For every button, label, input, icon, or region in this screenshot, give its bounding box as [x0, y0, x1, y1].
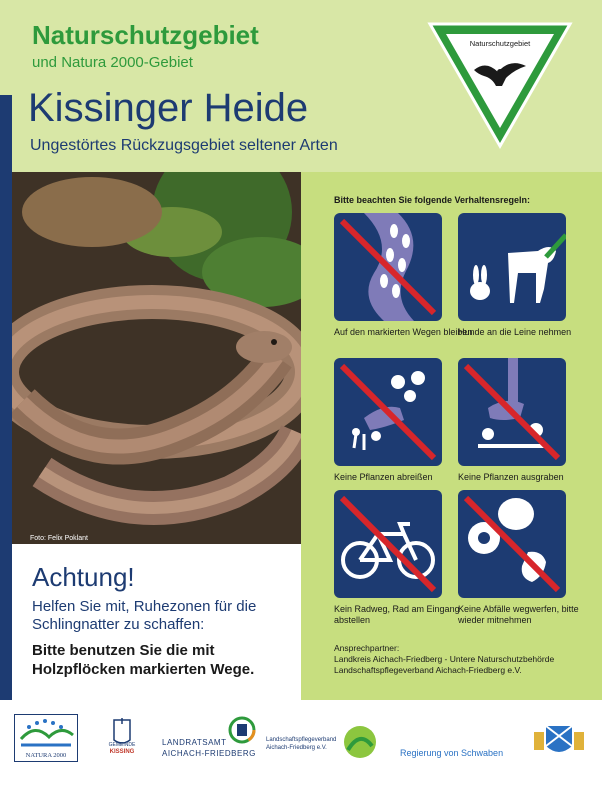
litter-icon: [458, 490, 566, 598]
warning-body: Helfen Sie mit, Ruhezonen für die Schlingnatter zu schaffen:: [32, 598, 257, 633]
natura-subheading: und Natura 2000-Gebiet: [32, 54, 193, 71]
rule-caption-dogs: Hunde an die Leine nehmen: [458, 327, 572, 337]
natura-2000-logo: [14, 714, 78, 762]
natura-logo-text: NATURA 2000: [25, 752, 67, 759]
left-blue-strip: [0, 95, 12, 700]
landratsamt-region: AICHACH-FRIEDBERG: [162, 749, 256, 758]
sign-label: Naturschutzgebiet: [469, 39, 531, 48]
lpv-region: Aichach-Friedberg e.V.: [266, 745, 327, 751]
lpv-emblem: [340, 722, 380, 762]
page-title: Kissinger Heide: [28, 86, 309, 130]
dog-leash-icon: [458, 213, 566, 321]
landratsamt-label: LANDRATSAMT: [162, 738, 227, 747]
warning-emphasis: Bitte benutzen Sie die mit Holzpflöcken markierten Wege.: [32, 642, 255, 678]
contact-label: Ansprechpartner:: [334, 643, 400, 653]
contact-line-2: Landschaftspflegeverband Aichach-Friedberg e.V.: [334, 665, 522, 675]
rule-caption-bicycle: Kein Radweg, Rad am Eingang abstellen: [334, 604, 460, 625]
photo-credit: Foto: Felix Poklant: [30, 535, 88, 542]
footprints-path-icon: [334, 213, 442, 321]
snake-photo: [12, 172, 301, 544]
nature-reserve-sign: [426, 20, 574, 150]
bavarian-coat-of-arms: [532, 724, 586, 758]
contact-line-1: Landkreis Aichach-Friedberg - Untere Naturschutzbehörde: [334, 654, 555, 664]
rule-caption-paths: Auf den markierten Wegen bleiben: [334, 327, 473, 337]
rule-caption-digging: Keine Pflanzen ausgraben: [458, 472, 564, 482]
kissing-label: KISSING: [109, 749, 135, 755]
warning-title: Achtung!: [32, 562, 135, 592]
gemeinde-label: GEMEINDE: [108, 742, 136, 748]
bicycle-icon: [334, 490, 442, 598]
category-heading: Naturschutzgebiet: [32, 20, 259, 50]
picking-flowers-icon: [334, 358, 442, 466]
lpv-label: Landschaftspflegeverband: [266, 737, 337, 743]
rule-caption-picking: Keine Pflanzen abreißen: [334, 472, 433, 482]
landratsamt-emblem: [228, 716, 256, 744]
kissing-coat-of-arms: [104, 716, 140, 762]
rule-caption-litter: Keine Abfälle wegwerfen, bitte wieder mitnehmen: [458, 604, 579, 625]
regierung-label: Regierung von Schwaben: [400, 748, 504, 758]
page-subtitle: Ungestörtes Rückzugsgebiet seltener Arten: [30, 137, 338, 154]
digging-plants-icon: [458, 358, 566, 466]
contact-block: [334, 643, 554, 676]
rules-heading: Bitte beachten Sie folgende Verhaltensregeln:: [334, 195, 531, 205]
